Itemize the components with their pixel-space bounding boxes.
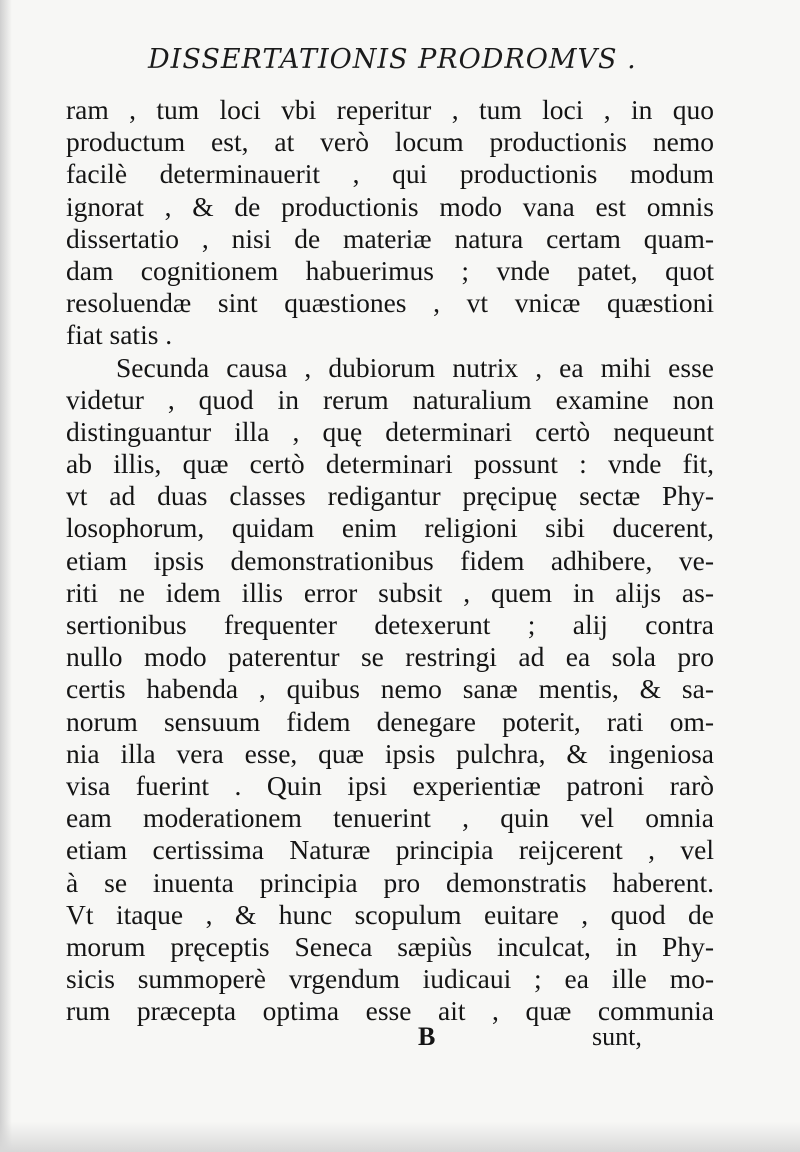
running-head: DISSERTATIONIS PRODROMVS .	[148, 44, 637, 75]
text-line: videtur , quod in rerum naturalium examine non	[66, 383, 714, 415]
text-line: à se inuenta principia pro demonstratis haberent.	[66, 866, 714, 898]
text-line: ignorat , & de productionis modo vana est omnis	[66, 190, 714, 222]
text-line: dam cognitionem habuerimus ; vnde patet, quot	[66, 254, 714, 286]
text-line: certis habenda , quibus nemo sanæ mentis, & sa-	[66, 673, 714, 705]
body-text	[66, 94, 714, 1027]
text-line: fiat satis .	[66, 319, 173, 351]
text-line: Vt itaque , & hunc scopulum euitare , quod de	[66, 898, 714, 930]
text-line: productum est, at verò locum productionis nemo	[66, 126, 714, 158]
text-line: visa fuerint . Quin ipsi experientiæ patroni rarò	[66, 769, 714, 801]
text-line: distinguantur illa , quę determinari certò nequeunt	[66, 415, 714, 447]
text-line: sertionibus frequenter detexerunt ; alij contra	[66, 609, 714, 640]
text-line: nullo modo paterentur se restringi ad ea sola pro	[66, 641, 714, 673]
text-line: resoluendæ sint quæstiones , vt vnicæ quæstioni	[66, 287, 714, 319]
catchword: sunt,	[592, 1022, 642, 1051]
text-line: ram , tum loci vbi reperitur , tum loci , in quo	[66, 94, 714, 125]
text-line: sicis summoperè vrgendum iudicaui ; ea ille mo-	[66, 963, 714, 995]
text-line: losophorum, quidam enim religioni sibi ducerent,	[66, 512, 714, 544]
text-line: norum sensuum fidem denegare poterit, rati om-	[66, 705, 714, 737]
text-line: etiam certissima Naturæ principia reijcerent , vel	[66, 834, 714, 866]
text-line: rum præcepta optima esse ait , quæ communia	[66, 995, 714, 1027]
text-line: eam moderationem tenuerint , quin vel omnia	[66, 802, 714, 834]
text-line: facilè determinauerit , qui productionis modum	[66, 158, 714, 190]
text-line: nia illa vera esse, quæ ipsis pulchra, & ingeniosa	[66, 737, 714, 769]
text-line: riti ne idem illis error subsit , quem in alijs as-	[66, 576, 714, 608]
text-line: Secunda causa , dubiorum nutrix , ea mihi esse	[116, 351, 714, 383]
text-line: dissertatio , nisi de materiæ natura certam quam-	[66, 222, 714, 254]
text-line: ab illis, quæ certò determinari possunt : vnde fit,	[66, 448, 714, 480]
signature-mark: B	[418, 1022, 436, 1051]
text-line: etiam ipsis demonstrationibus fidem adhibere, ve-	[66, 544, 714, 576]
text-line: vt ad duas classes redigantur pręcipuę sectæ Phy-	[66, 480, 714, 512]
text-line: morum pręceptis Seneca sæpiùs inculcat, in Phy-	[66, 930, 714, 962]
